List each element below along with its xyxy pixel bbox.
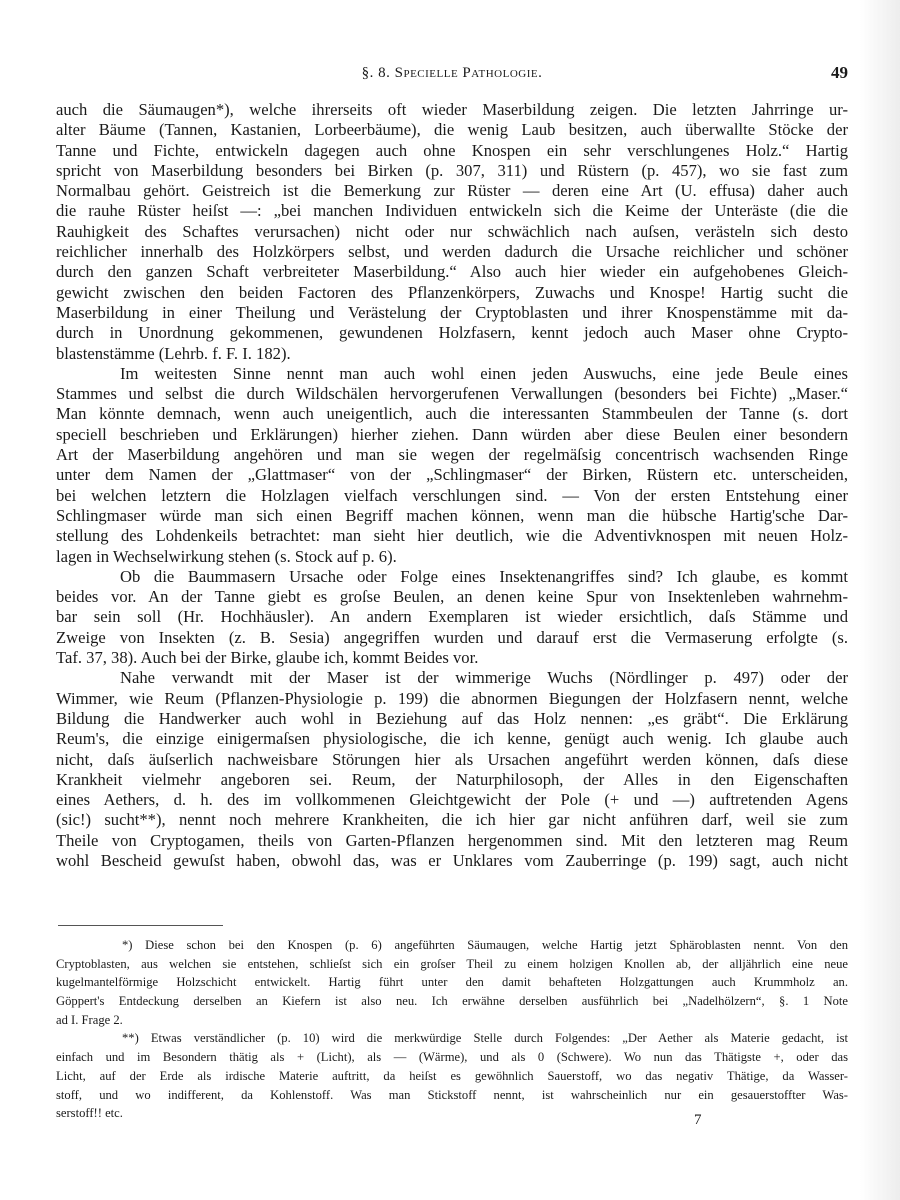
text-line: Reum's, die einzige einigermaſsen physiologische, die ich kenne, genügt auch wenig. Ich glaube auch (56, 729, 848, 749)
text-line: Maserbildung in einer Theilung und Verästelung der Cryptoblasten und ihrer Knospenstämme mit da- (56, 302, 848, 322)
footnote-line: stoff, und wo indifferent, da Kohlenstoff. Was man Stickstoff nennt, ist wahrscheinlich nur ein gesauerstoffter Was- (56, 1087, 848, 1102)
footnote-separator (58, 925, 223, 926)
text-line: Schlingmaser würde man sich einen Begriff machen können, wenn man die hübsche Hartig'sche Dar- (56, 505, 848, 525)
text-line: alter Bäume (Tannen, Kastanien, Lorbeerbäume), die wenig Laub besitzen, auch überwallte Stöcke der (56, 120, 848, 140)
paragraph-start-line: Ob die Baummasern Ursache oder Folge eines Insektenangriffes sind? Ich glaube, es kommt (120, 566, 848, 586)
text-line: gewicht zwischen den beiden Factoren des Pflanzenkörpers, Zuwachs und Knospe! Hartig sucht die (56, 282, 848, 302)
text-line: reichlicher innerhalb des Holzkörpers selbst, und werden dadurch die Ursache reichlicher und schöner (56, 242, 848, 262)
text-line: Stammes und selbst die durch Wildschälen hervorgerufenen Verwallungen (besonders bei Fichte) „Maser.“ (56, 384, 848, 404)
text-line: Krankheit vielmehr angeboren sei. Reum, der Naturphilosoph, der Alles in den Eigenschaften (56, 769, 848, 789)
text-line: Bildung die Handwerker auch wohl in Beziehung auf das Holz nennen: „es gräbt“. Die Erklärung (56, 708, 848, 728)
paragraph-start-line: Nahe verwandt mit der Maser ist der wimmerige Wuchs (Nördlinger p. 497) oder der (120, 668, 848, 688)
text-line: stellung des Lohdenkeils betrachtet: man sieht hier deutlich, wie die Adventivknospen mit neuen Holz- (56, 526, 848, 546)
text-line: Normalbau gehört. Geistreich ist die Bemerkung zur Rüster — deren eine Art (U. effusa) daher auch (56, 181, 848, 201)
text-line: blastenstämme (Lehrb. f. F. I. 182). (56, 343, 291, 363)
section-title: Specielle Pathologie. (394, 65, 543, 81)
footnote-line: einfach und im Besondern thätig als + (Licht), als — (Wärme), und als 0 (Schwere). Wo nun das Thätigste +, oder das (56, 1050, 848, 1065)
footnote-line: serstoff!! etc. (56, 1106, 123, 1121)
text-line: Tanne und Fichte, entwickeln dagegen auch ohne Knospen ein sehr verschlungenes Holz.“ Hartig (56, 140, 848, 160)
signature-mark: 7 (694, 1112, 702, 1128)
footnotes (56, 936, 848, 1123)
text-line: lagen in Wechselwirkung stehen (s. Stock auf p. 6). (56, 546, 397, 566)
footnote-line: Cryptoblasten, aus welchen sie entstehen, schlieſst sich ein groſser Theil zu einem holzigen Knollen ab, der alljährlich eine neue (56, 956, 848, 971)
text-line: die rauhe Rüster heiſst —: „bei manchen Individuen entwickeln sich die Keime der Unteräste (die die (56, 201, 848, 221)
body-text (56, 100, 848, 871)
running-head (56, 65, 848, 82)
text-line: Art der Maserbildung angehören und man sie wegen der regelmäſsig concentrisch wachsenden Ringe (56, 445, 848, 465)
text-line: Wimmer, wie Reum (Pflanzen-Physiologie p. 199) die abnormen Biegungen der Holzfasern nennt, welche (56, 688, 848, 708)
text-line: Taf. 37, 38). Auch bei der Birke, glaube ich, kommt Beides vor. (56, 648, 479, 668)
text-line: unter dem Namen der „Glattmaser“ von der „Schlingmaser“ der Birken, Rüstern etc. unterscheiden, (56, 465, 848, 485)
section-number: §. 8. (361, 65, 391, 81)
footnote-line: ad I. Frage 2. (56, 1012, 123, 1027)
page-edge-shading (860, 0, 900, 1200)
text-line: Theile von Cryptogamen, theils von Garten-Pflanzen hergenommen sind. Mit den letzteren mag Reum (56, 830, 848, 850)
footnote-start-line: *) Diese schon bei den Knospen (p. 6) angeführten Säumaugen, welche Hartig jetzt Sphäroblasten nennt. Von den (122, 938, 848, 952)
footnote-line: Göppert's Entdeckung derselben an Kiefern ist also neu. Ich erwähne derselben ausführlich bei „Nadelhölzern“, §. 1 Note (56, 994, 848, 1009)
text-line: bar sein soll (Hr. Hochhäusler). An andern Exemplaren ist wieder ersichtlich, daſs Stämme und (56, 607, 848, 627)
text-line: spricht von Maserbildung besonders bei Birken (p. 307, 311) und Rüstern (p. 457), wo sie fast zum (56, 160, 848, 180)
text-line: Man könnte demnach, wenn auch uneigentlich, auch die interessanten Stammbeulen der Tanne (s. dort (56, 404, 848, 424)
footnote-start-line: **) Etwas verständlicher (p. 10) wird die merkwürdige Stelle durch Folgendes: „Der Aether als Materie gedacht, ist (122, 1031, 848, 1046)
text-line: wohl Bescheid gewuſst haben, obwohl das, was er Unklares vom Zauberringe (p. 199) sagt, auch nicht (56, 850, 848, 870)
text-line: Rauhigkeit des Schaftes verursachen) nicht oder nur schwächlich nach auſsen, verästeln sich desto (56, 221, 848, 241)
text-line: durch den ganzen Schaft verbreiteter Maserbildung.“ Also auch hier wieder ein aufgehobenes Gleich- (56, 262, 848, 282)
text-line: beides vor. An der Tanne giebt es groſse Beulen, an denen keine Spur von Insektenleben wahrnehm- (56, 587, 848, 607)
paragraph-start-line: Im weitesten Sinne nennt man auch wohl einen jeden Auswuchs, eine jede Beule eines (120, 363, 848, 383)
page-header (56, 63, 848, 87)
text-line: eines Aethers, d. h. des im vollkommenen Gleichtgewicht der Pole (+ und —) auftretenden Agens (56, 790, 848, 810)
text-line: nicht, daſs äuſserlich nachweisbare Störungen hier als Ursachen angeführt werden können, daſs diese (56, 749, 848, 769)
text-line: (sic!) sucht**), nennt noch mehrere Krankheiten, die ich hier gar nicht anführen darf, weil sie zum (56, 810, 848, 830)
text-line: speciell beschrieben und Erklärungen) hierher ziehen. Dann würden aber diese Beulen einer besondern (56, 424, 848, 444)
text-line: durch in Unordnung gekommenen, gewundenen Holzfasern, kennt jedoch auch Maser ohne Crypto- (56, 323, 848, 343)
text-line: Zweige von Insekten (z. B. Sesia) angegriffen wurden und darauf erst die Vermaserung erfolgte (s. (56, 627, 848, 647)
page-number: 49 (831, 63, 848, 82)
text-line: bei welchen letztern die Holzlagen vielfach verschlungen sind. — Von der ersten Entstehung einer (56, 485, 848, 505)
text-line: auch die Säumaugen*), welche ihrerseits oft wieder Maserbildung zeigen. Die letzten Jahrringe ur- (56, 100, 848, 119)
footnote-line: Licht, auf der Erde als irdische Materie auftritt, da heiſst es gewöhnlich Sauerstoff, wo das negativ Thätige, da Wasser- (56, 1068, 848, 1083)
footnote-line: kugelmantelförmige Holzschicht entwickelt. Hartig führt unter den damit behafteten Holzgattungen auch Krummholz an. (56, 975, 848, 990)
